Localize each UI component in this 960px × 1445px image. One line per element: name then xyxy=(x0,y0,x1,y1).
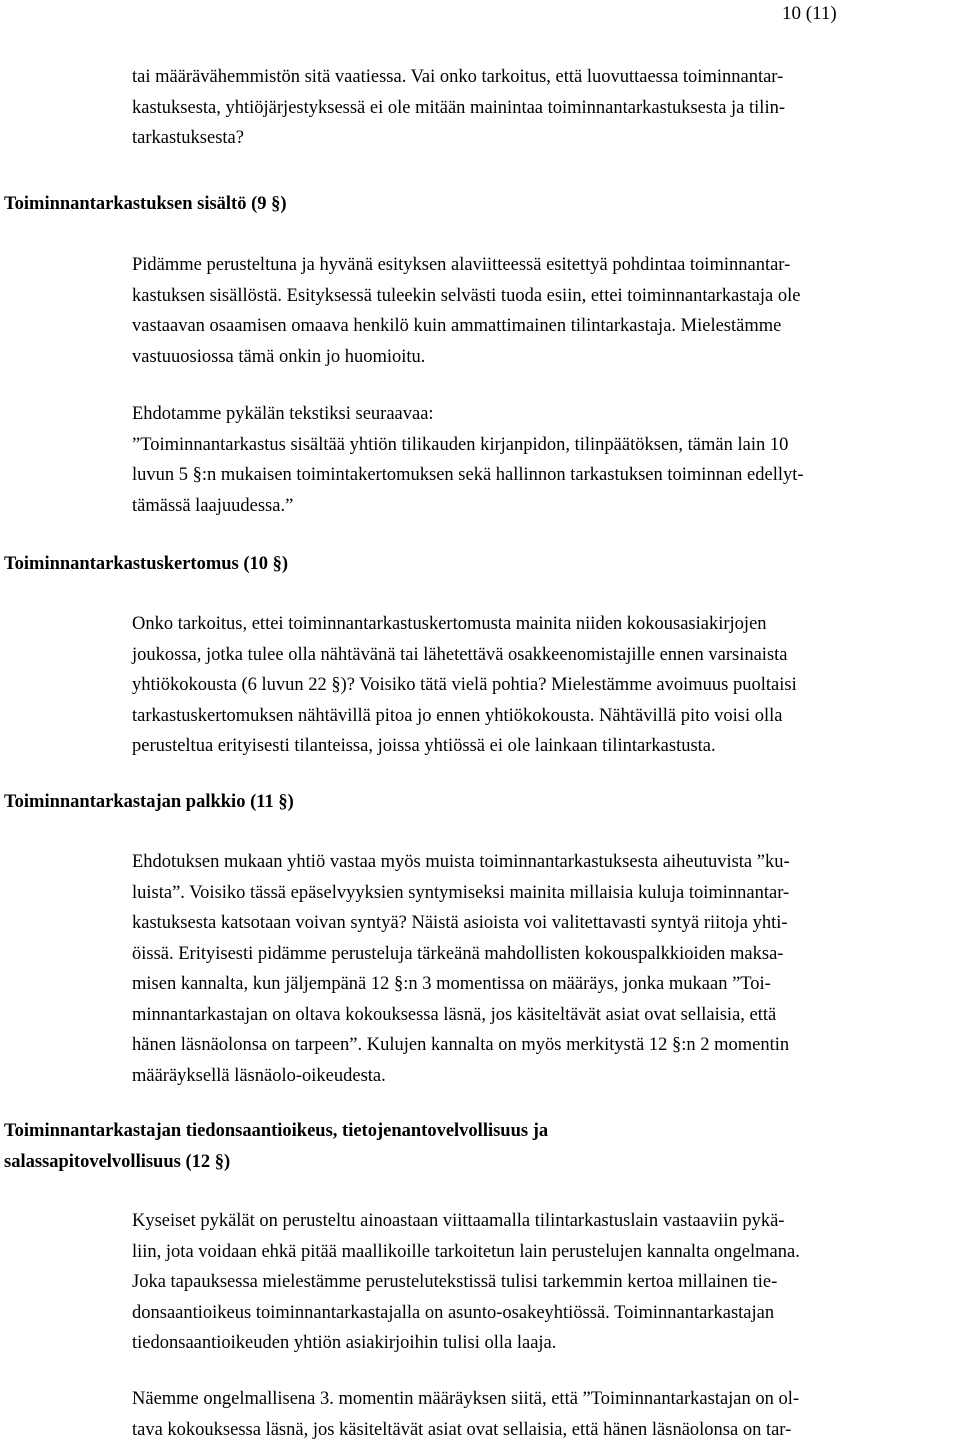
text-line: joukossa, jotka tulee olla nähtävänä tai lähetettävä osakkeenomistajille ennen varsinaista xyxy=(132,640,960,671)
text-line: luista”. Voisiko tässä epäselvyyksien syntymiseksi mainita millaisia kuluja toiminnantar- xyxy=(132,878,960,909)
text-line: tarkastuksesta? xyxy=(132,123,960,154)
section-11-paragraph xyxy=(132,847,960,1091)
text-line: öissä. Erityisesti pidämme perusteluja tärkeänä mahdollisten kokouspalkkioiden maksa- xyxy=(132,939,960,970)
text-line: Ehdotuksen mukaan yhtiö vastaa myös muista toiminnantarkastuksesta aiheutuvista ”ku- xyxy=(132,847,960,878)
intro-paragraph xyxy=(132,62,960,154)
text-line: minnantarkastajan on oltava kokouksessa läsnä, jos käsiteltävät asiat ovat sellaisia, että xyxy=(132,1000,960,1031)
text-line: kastuksesta katsotaan voivan syntyä? Näistä asioista voi valitettavasti syntyä riitoja yhti- xyxy=(132,908,960,939)
heading-line: salassapitovelvollisuus (12 §) xyxy=(4,1147,944,1178)
text-line: Ehdotamme pykälän tekstiksi seuraavaa: xyxy=(132,399,960,430)
text-line: tava kokouksessa läsnä, jos käsiteltävät asiat ovat sellaisia, että hänen läsnäolonsa on tar- xyxy=(132,1415,960,1445)
text-line: Näemme ongelmallisena 3. momentin määräyksen siitä, että ”Toiminnantarkastajan on ol- xyxy=(132,1384,960,1415)
text-line: Kyseiset pykälät on perusteltu ainoastaan viittaamalla tilintarkastuslain vastaaviin pykä- xyxy=(132,1206,960,1237)
section-10-paragraph xyxy=(132,609,960,762)
text-line: luvun 5 §:n mukaisen toimintakertomuksen sekä hallinnon tarkastuksen toiminnan edellyt- xyxy=(132,460,960,491)
text-line: hänen läsnäolonsa on tarpeen”. Kulujen kannalta on myös merkitystä 12 §:n 2 momentin xyxy=(132,1030,960,1061)
text-line: vastuuosiossa tämä onkin jo huomioitu. xyxy=(132,342,960,373)
text-line: kastuksesta, yhtiöjärjestyksessä ei ole mitään mainintaa toiminnantarkastuksesta ja tilin- xyxy=(132,93,960,124)
text-line: ”Toiminnantarkastus sisältää yhtiön tilikauden kirjanpidon, tilinpäätöksen, tämän lain 10 xyxy=(132,430,960,461)
section-9-paragraph-1 xyxy=(132,250,960,372)
text-line: tämässä laajuudessa.” xyxy=(132,491,960,522)
text-line: määräyksellä läsnäolo-oikeudesta. xyxy=(132,1061,960,1092)
text-line: tai määrävähemmistön sitä vaatiessa. Vai onko tarkoitus, että luovuttaessa toiminnantar- xyxy=(132,62,960,93)
section-heading-12 xyxy=(4,1116,944,1177)
text-line: tiedonsaantioikeuden yhtiön asiakirjoihin tulisi olla laaja. xyxy=(132,1328,960,1359)
text-line: Pidämme perusteltuna ja hyvänä esityksen alaviitteessä esitettyä pohdintaa toiminnantar- xyxy=(132,250,960,281)
section-12-paragraph-1 xyxy=(132,1206,960,1359)
text-line: kastuksen sisällöstä. Esityksessä tuleekin selvästi tuoda esiin, ettei toiminnantarkastaja ole xyxy=(132,281,960,312)
section-12-paragraph-2 xyxy=(132,1384,960,1445)
text-line: misen kannalta, kun jäljempänä 12 §:n 3 momentissa on määräys, jonka mukaan ”Toi- xyxy=(132,969,960,1000)
section-9-paragraph-2 xyxy=(132,399,960,521)
text-line: liin, jota voidaan ehkä pitää maallikoille tarkoitetun lain perustelujen kannalta ongelmana. xyxy=(132,1237,960,1268)
text-line: perusteltua erityisesti tilanteissa, joissa yhtiössä ei ole lainkaan tilintarkastusta. xyxy=(132,731,960,762)
section-heading-9: Toiminnantarkastuksen sisältö (9 §) xyxy=(4,189,944,220)
text-line: tarkastuskertomuksen nähtävillä pitoa jo ennen yhtiökokousta. Nähtävillä pito voisi olla xyxy=(132,701,960,732)
section-heading-10: Toiminnantarkastuskertomus (10 §) xyxy=(4,549,944,580)
text-line: yhtiökokousta (6 luvun 22 §)? Voisiko tätä vielä pohtia? Mielestämme avoimuus puoltaisi xyxy=(132,670,960,701)
page-number: 10 (11) xyxy=(782,2,837,26)
text-line: donsaantioikeus toiminnantarkastajalla on asunto-osakeyhtiössä. Toiminnantarkastajan xyxy=(132,1298,960,1329)
text-line: Joka tapauksessa mielestämme perustelutekstissä tulisi tarkemmin kertoa millainen tie- xyxy=(132,1267,960,1298)
text-line: Onko tarkoitus, ettei toiminnantarkastuskertomusta mainita niiden kokousasiakirjojen xyxy=(132,609,960,640)
section-heading-11: Toiminnantarkastajan palkkio (11 §) xyxy=(4,787,944,818)
text-line: vastaavan osaamisen omaava henkilö kuin ammattimainen tilintarkastaja. Mielestämme xyxy=(132,311,960,342)
heading-line: Toiminnantarkastajan tiedonsaantioikeus, tietojenantovelvollisuus ja xyxy=(4,1116,944,1147)
